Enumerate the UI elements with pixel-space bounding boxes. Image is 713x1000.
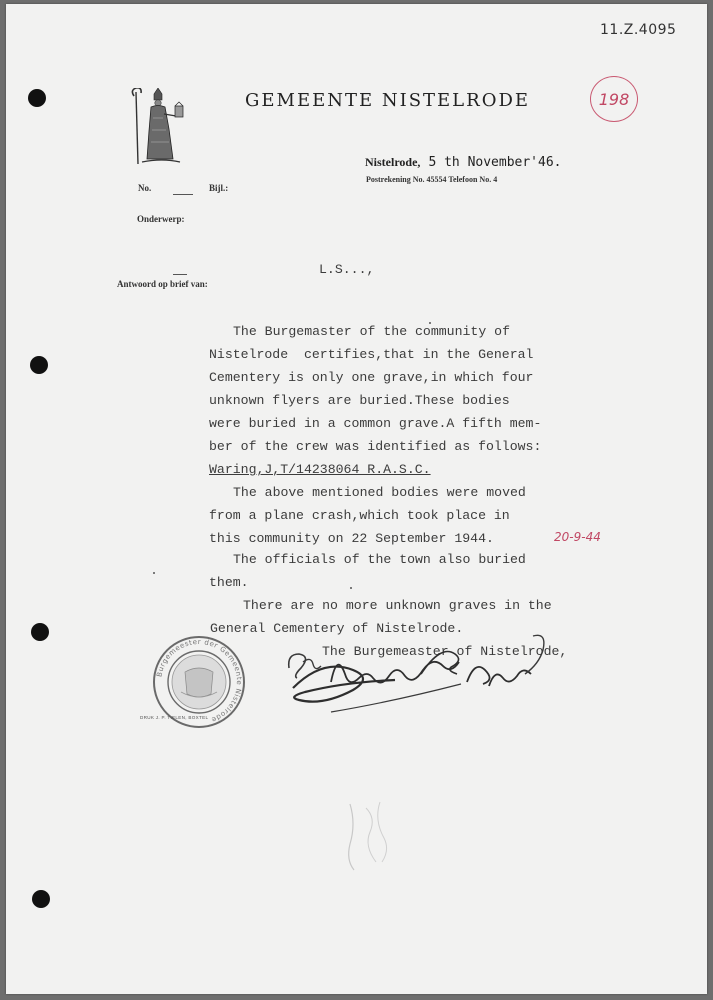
page-number-circle (590, 76, 638, 122)
ink-speck (350, 587, 352, 589)
letterhead-title: GEMEENTE NISTELRODE (245, 90, 531, 111)
letter-date: 5 th November'46. (428, 155, 562, 170)
body-line: The Burgemaster of the community of (233, 324, 510, 339)
place-date-line (365, 153, 562, 171)
onderwerp-label: Onderwerp: (137, 214, 185, 224)
archive-number: 11.Z.4095 (600, 22, 677, 38)
page-number: 198 (598, 89, 630, 109)
body-line: this community on 22 September 1944. (209, 531, 494, 546)
body-line: The officials of the town also buried (233, 552, 526, 567)
identified-crew-member: Waring,J,T/14238064 R.A.S.C. (209, 462, 431, 477)
bijl-label: Bijl.: (209, 183, 229, 193)
punch-hole-icon (31, 623, 49, 641)
body-line: There are no more unknown graves in the (243, 598, 552, 613)
bank-telephone-line: Postrekening No. 45554 Telefoon No. 4 (366, 175, 498, 184)
punch-hole-icon (30, 356, 48, 374)
body-line: them. (209, 575, 249, 590)
antwoord-label: Antwoord op brief van: (117, 279, 208, 289)
body-line: from a plane crash,which took place in (209, 508, 510, 523)
body-line: were buried in a common grave.A fifth mem- (209, 416, 542, 431)
printer-imprint: DRUK J. P. TIELEN, BOXTEL (140, 715, 209, 720)
antwoord-rule (173, 274, 187, 275)
body-line: unknown flyers are buried.These bodies (209, 393, 510, 408)
salutation: L.S..., (319, 262, 375, 277)
body-line: The above mentioned bodies were moved (233, 485, 526, 500)
ink-speck (153, 572, 155, 574)
punch-hole-icon (28, 89, 46, 107)
ink-speck (429, 322, 431, 324)
no-label: No. (138, 183, 152, 193)
bishop-emblem-icon (124, 88, 190, 168)
seal-text: Burgemeester der Gemeente Nistelrode (155, 637, 244, 724)
place-label: Nistelrode, (365, 155, 421, 169)
no-rule (173, 194, 193, 195)
body-line: Cementery is only one grave,in which four (209, 370, 534, 385)
document-sheet (6, 4, 707, 994)
punch-hole-icon (32, 890, 50, 908)
handwritten-date-note: 20-9-44 (554, 530, 601, 544)
show-through-marks (336, 794, 406, 874)
closing-line: The Burgemeaster of Nistelrode, (322, 644, 568, 659)
body-line: Nistelrode certifies,that in the General (209, 347, 534, 362)
body-line: ber of the crew was identified as follows: (209, 439, 542, 454)
body-line: General Cementery of Nistelrode. (210, 621, 464, 636)
signature-icon (271, 622, 571, 722)
